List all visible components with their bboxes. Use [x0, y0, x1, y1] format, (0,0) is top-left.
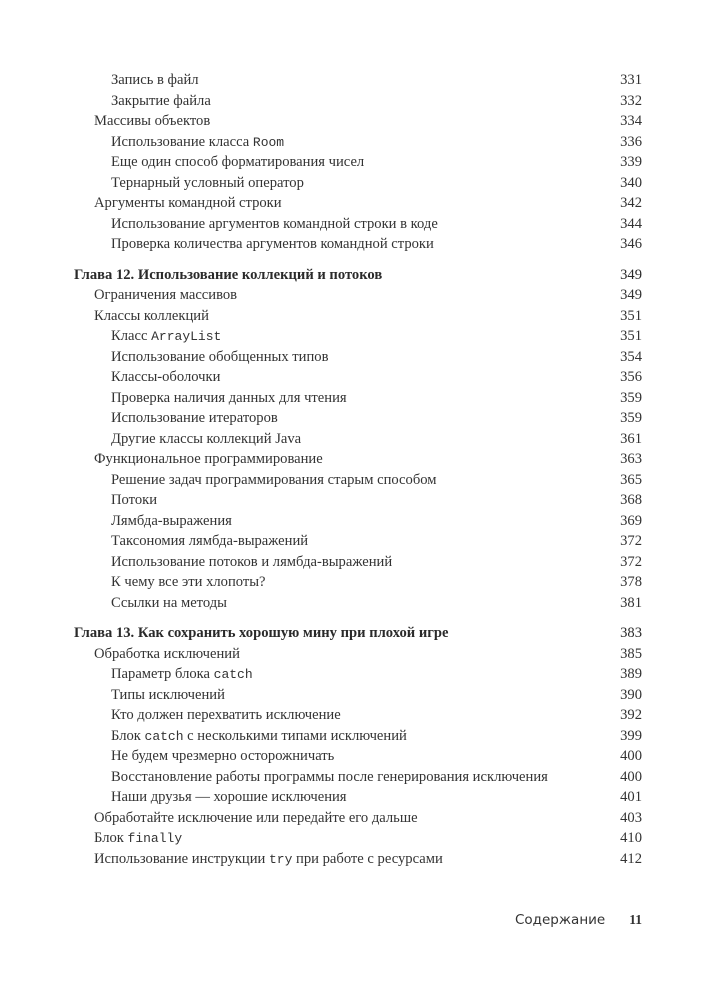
toc-entry-page: 332 [620, 92, 642, 109]
toc-entry-page: 344 [620, 215, 642, 232]
toc-entry-text-fragment: Таксономия лямбда-выражений [111, 533, 309, 549]
toc-entry-text-fragment: К чему все эти хлопоты? [111, 574, 266, 590]
toc-entry [74, 132, 642, 153]
toc-entry-text-fragment: Тернарный условный оператор [111, 174, 304, 191]
toc-entry-page: 410 [620, 830, 642, 846]
toc-entry-title [111, 132, 284, 154]
toc-entry-title [94, 644, 240, 665]
toc-entry-text-fragment: Использование аргументов командной строки в коде [111, 215, 438, 232]
toc-entry-page: 356 [620, 369, 642, 385]
toc-entry-page: 339 [620, 154, 642, 170]
toc-entry [74, 787, 642, 808]
toc-entry-page: 349 [620, 287, 642, 303]
toc-entry [74, 214, 642, 235]
toc-entry-title [111, 726, 407, 748]
toc-entry-page: 400 [620, 748, 642, 764]
toc-entry [74, 828, 642, 849]
toc-entry [74, 705, 642, 726]
toc-entry [74, 531, 642, 552]
toc-entry-text-fragment: при работе с ресурсами [292, 850, 443, 867]
toc-entry-page: 354 [620, 348, 642, 365]
toc-entry-text-fragment: Восстановление работы программы после генерирования исключения [111, 768, 548, 785]
toc-entry-page: 383 [620, 625, 642, 641]
toc-entry-text-fragment: Массивы объектов [94, 113, 211, 129]
toc-entry-page: 351 [620, 328, 642, 344]
toc-entry-title [111, 531, 308, 552]
toc-entry-page: 372 [620, 553, 642, 570]
toc-entry [74, 91, 642, 112]
toc-entry-title [94, 828, 182, 850]
toc-entry-title [111, 91, 211, 112]
toc-entry-text-fragment: Использование итераторов [111, 410, 278, 426]
toc-entry-page: 389 [620, 666, 642, 682]
toc-entry-page: 399 [620, 727, 642, 744]
toc-entry [74, 490, 642, 511]
toc-entry [74, 234, 642, 255]
toc-entry-text-fragment: Классы коллекций [94, 307, 209, 324]
toc-entry-page: 403 [620, 809, 642, 826]
toc-entry-code-fragment: ArrayList [151, 329, 222, 344]
toc-entry-text-fragment: Блок [94, 830, 128, 846]
toc-entry-text-fragment: Использование обобщенных типов [111, 348, 329, 365]
toc-entry-text-fragment: Наши друзья — хорошие исключения [111, 789, 347, 805]
toc-entry [74, 767, 642, 788]
toc-entry-text-fragment: Обработка исключений [94, 645, 240, 662]
toc-entry-title [111, 429, 301, 450]
toc-entry-title [94, 285, 237, 306]
toc-entry-text-fragment: Потоки [111, 492, 158, 508]
toc-entry-text-fragment: Использование инструкции [94, 850, 269, 867]
footer-page-number: 11 [629, 912, 642, 927]
toc-entry-code-fragment: Room [252, 134, 285, 150]
toc-entry-page: 390 [620, 686, 642, 703]
toc-entry [74, 408, 642, 429]
toc-entry-text-fragment: Не будем чрезмерно осторожничать [111, 748, 335, 764]
toc-entry [74, 429, 642, 450]
toc-entry [74, 552, 642, 573]
toc-entry-text-fragment: Использование класса [111, 133, 253, 150]
toc-entry-text-fragment: Типы исключений [111, 686, 225, 703]
toc-entry [74, 449, 642, 470]
toc-entry-text-fragment: Глава 12. Использование коллекций и потоков [74, 266, 383, 283]
toc-entry-text-fragment: Проверка наличия данных для чтения [111, 389, 347, 406]
toc-entry [74, 644, 642, 665]
page-footer [460, 912, 642, 928]
toc-entry-text-fragment: Кто должен перехватить исключение [111, 707, 341, 723]
toc-entry-title [111, 685, 225, 706]
toc-entry-text-fragment: Закрытие файла [111, 92, 211, 109]
toc-entry [74, 326, 642, 347]
toc-entry [74, 726, 642, 747]
toc-entry-title [111, 746, 334, 767]
toc-entry-text-fragment: Обработайте исключение или передайте его дальше [94, 809, 418, 826]
toc-entry [74, 470, 642, 491]
toc-entry-title [111, 470, 437, 491]
toc-entry-page: 392 [620, 707, 642, 723]
toc-entry-page: 346 [620, 236, 642, 252]
toc-entry-page: 369 [620, 512, 642, 529]
toc-entry-page: 342 [620, 195, 642, 211]
toc-entry-page: 368 [620, 492, 642, 508]
toc-entry-text-fragment: Использование потоков и лямбда-выражений [111, 553, 393, 570]
toc-entry [74, 746, 642, 767]
toc-entry-text-fragment: Ссылки на методы [111, 594, 227, 611]
toc-entry-title [111, 367, 220, 388]
toc-entry [74, 572, 642, 593]
toc-chapter-entry [74, 265, 642, 286]
toc-entry-text-fragment: Параметр блока [111, 666, 214, 682]
toc-entry-title [94, 808, 418, 829]
toc-entry-page: 363 [620, 451, 642, 467]
toc-entry-title [111, 408, 278, 429]
toc-entry [74, 511, 642, 532]
toc-entry-text-fragment: Лямбда-выражения [111, 512, 232, 529]
toc-entry-page: 340 [620, 174, 642, 191]
toc-entry-text-fragment: Запись в файл [111, 72, 199, 88]
toc-entry [74, 849, 642, 870]
footer-section-name: Содержание [514, 912, 606, 928]
toc-entry-page: 365 [620, 471, 642, 488]
toc-entry-title [111, 511, 232, 532]
toc-entry-title [111, 664, 253, 686]
toc-entry-title [111, 787, 347, 808]
toc-entry-text-fragment: Аргументы командной строки [94, 195, 282, 211]
toc-entry [74, 152, 642, 173]
toc-entry-title [111, 593, 227, 614]
toc-entry [74, 367, 642, 388]
toc-entry-page: 381 [620, 594, 642, 611]
toc-entry-title [111, 490, 157, 511]
toc-entry-page: 385 [620, 645, 642, 662]
toc-entry-title [111, 347, 328, 368]
toc-entry-title [94, 306, 209, 327]
toc-entry-text-fragment: Глава 13. Как сохранить хорошую мину при плохой игре [74, 625, 449, 641]
toc-entry-title [111, 705, 341, 726]
toc-entry-title [94, 449, 323, 470]
toc-entry-code-fragment: catch [144, 728, 184, 744]
toc-entry-title [74, 623, 448, 644]
toc-entry-text-fragment: Решение задач программирования старым способом [111, 471, 437, 488]
toc-entry-text-fragment: Классы-оболочки [111, 369, 221, 385]
toc-entry-page: 336 [620, 133, 642, 150]
toc-entry-page: 351 [620, 307, 642, 324]
toc-entry-page: 400 [620, 768, 642, 785]
toc-entry-text-fragment: Блок [111, 727, 145, 744]
toc-entry-title [94, 193, 282, 214]
toc-entry [74, 593, 642, 614]
toc-entry [74, 285, 642, 306]
toc-entry-title [74, 265, 382, 286]
toc-entry-text-fragment: с несколькими типами исключений [183, 727, 407, 744]
toc-entry-text-fragment: Проверка количества аргументов командной строки [111, 236, 434, 252]
toc-entry-page: 412 [620, 850, 642, 867]
toc-entry-title [111, 767, 548, 788]
toc-entry-code-fragment: finally [127, 831, 183, 846]
toc-entry-title [111, 388, 347, 409]
toc-entry-page: 378 [620, 574, 642, 590]
toc-entry-code-fragment: try [269, 851, 293, 867]
toc-entry [74, 808, 642, 829]
toc-entry-page: 372 [620, 533, 642, 549]
toc-entry-text-fragment: Функциональное программирование [94, 451, 323, 467]
toc-entry-title [111, 572, 266, 593]
toc-entry-title [94, 111, 210, 132]
toc-entry-page: 334 [620, 113, 642, 129]
toc-entry-title [111, 173, 304, 194]
toc-entry-text-fragment: Другие классы коллекций Java [111, 430, 302, 447]
toc-entry [74, 70, 642, 91]
toc-entry-title [111, 70, 199, 91]
toc-entry-page: 359 [620, 389, 642, 406]
toc-entry-page: 361 [620, 430, 642, 447]
toc-entry [74, 685, 642, 706]
toc-entry [74, 388, 642, 409]
toc-entry-code-fragment: catch [213, 667, 253, 682]
toc-entry-title [111, 214, 438, 235]
toc-entry-page: 401 [620, 789, 642, 805]
toc-entry-page: 349 [620, 266, 642, 283]
toc-entry-text-fragment: Ограничения массивов [94, 287, 238, 303]
toc-entry-page: 359 [620, 410, 642, 426]
toc-entry-title [111, 234, 434, 255]
toc-entry-title [111, 552, 392, 573]
toc-entry [74, 111, 642, 132]
toc-entry [74, 664, 642, 685]
toc-entry-text-fragment: Класс [111, 328, 152, 344]
table-of-contents [74, 70, 642, 869]
toc-entry [74, 173, 642, 194]
toc-entry [74, 193, 642, 214]
toc-entry-title [94, 849, 443, 871]
toc-entry [74, 306, 642, 327]
toc-chapter-entry [74, 623, 642, 644]
toc-entry [74, 347, 642, 368]
toc-entry-title [111, 152, 364, 173]
toc-entry-page: 331 [620, 72, 642, 88]
toc-entry-title [111, 326, 221, 348]
toc-entry-text-fragment: Еще один способ форматирования чисел [111, 154, 365, 170]
